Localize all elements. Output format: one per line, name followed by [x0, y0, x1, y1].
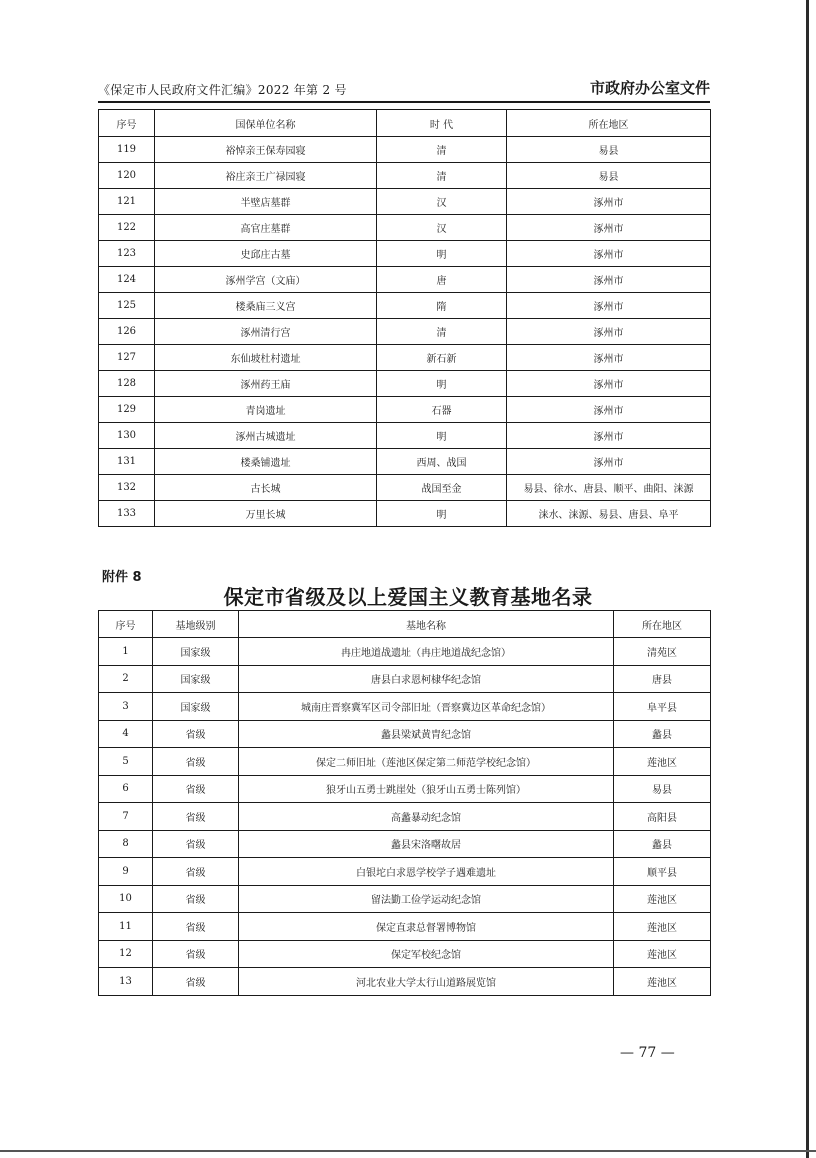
table-cell: 131: [99, 449, 155, 475]
table-cell: 易县: [614, 775, 711, 803]
table-cell: 6: [99, 775, 153, 803]
table-cell: 清: [377, 319, 507, 345]
table-cell: 清: [377, 137, 507, 163]
table-cell: 119: [99, 137, 155, 163]
table-row: [99, 423, 711, 449]
table-cell: 省级: [153, 720, 239, 748]
table-row: [99, 638, 711, 666]
education-bases-table: [98, 610, 711, 996]
table-cell: 2: [99, 665, 153, 693]
table-cell: 7: [99, 803, 153, 831]
table-cell: 清苑区: [614, 638, 711, 666]
table-cell: 国家级: [153, 665, 239, 693]
table-cell: 省级: [153, 748, 239, 776]
table-row: [99, 968, 711, 996]
table-cell: 史邱庄古墓: [155, 241, 377, 267]
column-header: 所在地区: [507, 110, 711, 137]
table-cell: 8: [99, 830, 153, 858]
scan-edge-right: [806, 0, 809, 1158]
table-cell: 涿州学宫（文庙）: [155, 267, 377, 293]
table-cell: 涿州市: [507, 267, 711, 293]
table-cell: 省级: [153, 830, 239, 858]
table-row: [99, 693, 711, 721]
table-row: [99, 775, 711, 803]
table-row: [99, 803, 711, 831]
table-row: [99, 475, 711, 501]
section-title: 市政府办公室文件: [589, 79, 710, 97]
table-cell: 省级: [153, 968, 239, 996]
table-cell: 唐: [377, 267, 507, 293]
table-cell: 东仙坡杜村遗址: [155, 345, 377, 371]
table-cell: 莲池区: [614, 748, 711, 776]
table-cell: 130: [99, 423, 155, 449]
table-cell: 明: [377, 423, 507, 449]
table-cell: 莲池区: [614, 913, 711, 941]
table-row: [99, 858, 711, 886]
table-cell: 白银坨白求恩学校学子遇难遗址: [239, 858, 614, 886]
table-cell: 楼桑铺遗址: [155, 449, 377, 475]
table-cell: 莲池区: [614, 968, 711, 996]
table-cell: 涿州市: [507, 397, 711, 423]
scan-edge-bottom: [0, 1150, 816, 1152]
table-cell: 涿州市: [507, 371, 711, 397]
table-cell: 汉: [377, 189, 507, 215]
table-cell: 国家级: [153, 638, 239, 666]
table-cell: 涿州古城遗址: [155, 423, 377, 449]
table-cell: 万里长城: [155, 501, 377, 527]
table-cell: 涿州市: [507, 189, 711, 215]
page-number: — 77 —: [620, 1045, 675, 1061]
table-cell: 11: [99, 913, 153, 941]
table-row: [99, 241, 711, 267]
table-row: [99, 913, 711, 941]
table-cell: 涿州市: [507, 449, 711, 475]
column-header: 时 代: [377, 110, 507, 137]
table-cell: 保定二师旧址（莲池区保定第二师范学校纪念馆）: [239, 748, 614, 776]
table-row: [99, 371, 711, 397]
table-cell: 古长城: [155, 475, 377, 501]
table-cell: 高蠡暴动纪念馆: [239, 803, 614, 831]
table-cell: 3: [99, 693, 153, 721]
table-cell: 楼桑庙三义宫: [155, 293, 377, 319]
table-cell: 132: [99, 475, 155, 501]
table-cell: 易县: [507, 137, 711, 163]
table-cell: 4: [99, 720, 153, 748]
table-cell: 留法勤工俭学运动纪念馆: [239, 885, 614, 913]
table-cell: 冉庄地道战遗址（冉庄地道战纪念馆）: [239, 638, 614, 666]
table-row: [99, 137, 711, 163]
table-row: [99, 830, 711, 858]
table-cell: 122: [99, 215, 155, 241]
table-cell: 133: [99, 501, 155, 527]
table-cell: 阜平县: [614, 693, 711, 721]
table-cell: 省级: [153, 940, 239, 968]
publication-title: 《保定市人民政府文件汇编》2022 年第 2 号: [98, 83, 347, 97]
table-row: [99, 215, 711, 241]
table-cell: 狼牙山五勇士跳崖处（狼牙山五勇士陈列馆）: [239, 775, 614, 803]
table-row: [99, 501, 711, 527]
table-cell: 青岗遗址: [155, 397, 377, 423]
table-cell: 莲池区: [614, 940, 711, 968]
table-cell: 5: [99, 748, 153, 776]
table-cell: 省级: [153, 913, 239, 941]
table-cell: 126: [99, 319, 155, 345]
table-cell: 蠡县宋洛曙故居: [239, 830, 614, 858]
table-cell: 涿州市: [507, 319, 711, 345]
table-row: [99, 319, 711, 345]
table-cell: 省级: [153, 803, 239, 831]
column-header: 所在地区: [614, 611, 711, 638]
table-cell: 涿州药王庙: [155, 371, 377, 397]
table-cell: 石器: [377, 397, 507, 423]
column-header: 序号: [99, 611, 153, 638]
table-cell: 涞水、涞源、易县、唐县、阜平: [507, 501, 711, 527]
column-header: 序号: [99, 110, 155, 137]
table-cell: 蠡县: [614, 720, 711, 748]
table-cell: 9: [99, 858, 153, 886]
table-cell: 城南庄晋察冀军区司令部旧址（晋察冀边区革命纪念馆）: [239, 693, 614, 721]
table-cell: 明: [377, 501, 507, 527]
table-cell: 国家级: [153, 693, 239, 721]
table-cell: 清: [377, 163, 507, 189]
table-cell: 隋: [377, 293, 507, 319]
table-cell: 莲池区: [614, 885, 711, 913]
table-cell: 西周、战国: [377, 449, 507, 475]
table-cell: 顺平县: [614, 858, 711, 886]
table-cell: 唐县白求恩柯棣华纪念馆: [239, 665, 614, 693]
table-cell: 战国至金: [377, 475, 507, 501]
page-header: [98, 78, 710, 100]
table-cell: 明: [377, 241, 507, 267]
table-row: [99, 163, 711, 189]
table-cell: 新石新: [377, 345, 507, 371]
table-row: [99, 665, 711, 693]
table-header-row: [99, 611, 711, 638]
column-header: 基地名称: [239, 611, 614, 638]
column-header: 国保单位名称: [155, 110, 377, 137]
table-cell: 易县、徐水、唐县、顺平、曲阳、涞源: [507, 475, 711, 501]
table-cell: 高官庄墓群: [155, 215, 377, 241]
table-cell: 涿州市: [507, 293, 711, 319]
table-cell: 河北农业大学太行山道路展览馆: [239, 968, 614, 996]
table-cell: 省级: [153, 775, 239, 803]
table-cell: 12: [99, 940, 153, 968]
heritage-sites-table: [98, 109, 711, 527]
table-cell: 123: [99, 241, 155, 267]
table-cell: 涿州市: [507, 345, 711, 371]
attachment-label: 附件 8: [102, 570, 142, 585]
table-cell: 13: [99, 968, 153, 996]
table-row: [99, 720, 711, 748]
table-cell: 124: [99, 267, 155, 293]
column-header: 基地级别: [153, 611, 239, 638]
table-cell: 裕庄亲王广禄园寝: [155, 163, 377, 189]
table-row: [99, 345, 711, 371]
table-cell: 120: [99, 163, 155, 189]
table-cell: 明: [377, 371, 507, 397]
table-cell: 省级: [153, 858, 239, 886]
table-cell: 涿州清行宫: [155, 319, 377, 345]
table-cell: 128: [99, 371, 155, 397]
table-cell: 10: [99, 885, 153, 913]
table-cell: 涿州市: [507, 423, 711, 449]
table-cell: 高阳县: [614, 803, 711, 831]
table-row: [99, 940, 711, 968]
table-cell: 127: [99, 345, 155, 371]
table-row: [99, 449, 711, 475]
table-cell: 121: [99, 189, 155, 215]
table-row: [99, 397, 711, 423]
document-title: 保定市省级及以上爱国主义教育基地名录: [223, 585, 593, 609]
table-row: [99, 189, 711, 215]
table-cell: 125: [99, 293, 155, 319]
table-cell: 裕悼亲王保寿园寝: [155, 137, 377, 163]
table-cell: 唐县: [614, 665, 711, 693]
table-cell: 1: [99, 638, 153, 666]
table-cell: 保定军校纪念馆: [239, 940, 614, 968]
table-cell: 涿州市: [507, 241, 711, 267]
table-cell: 129: [99, 397, 155, 423]
table-row: [99, 885, 711, 913]
table-row: [99, 267, 711, 293]
header-rule: [98, 101, 710, 103]
table-cell: 省级: [153, 885, 239, 913]
table-cell: 蠡县梁斌黄胄纪念馆: [239, 720, 614, 748]
table-row: [99, 293, 711, 319]
table-cell: 蠡县: [614, 830, 711, 858]
table-cell: 汉: [377, 215, 507, 241]
table-cell: 半壁店墓群: [155, 189, 377, 215]
table-cell: 保定直隶总督署博物馆: [239, 913, 614, 941]
table-row: [99, 748, 711, 776]
table-cell: 易县: [507, 163, 711, 189]
table-cell: 涿州市: [507, 215, 711, 241]
table-header-row: [99, 110, 711, 137]
